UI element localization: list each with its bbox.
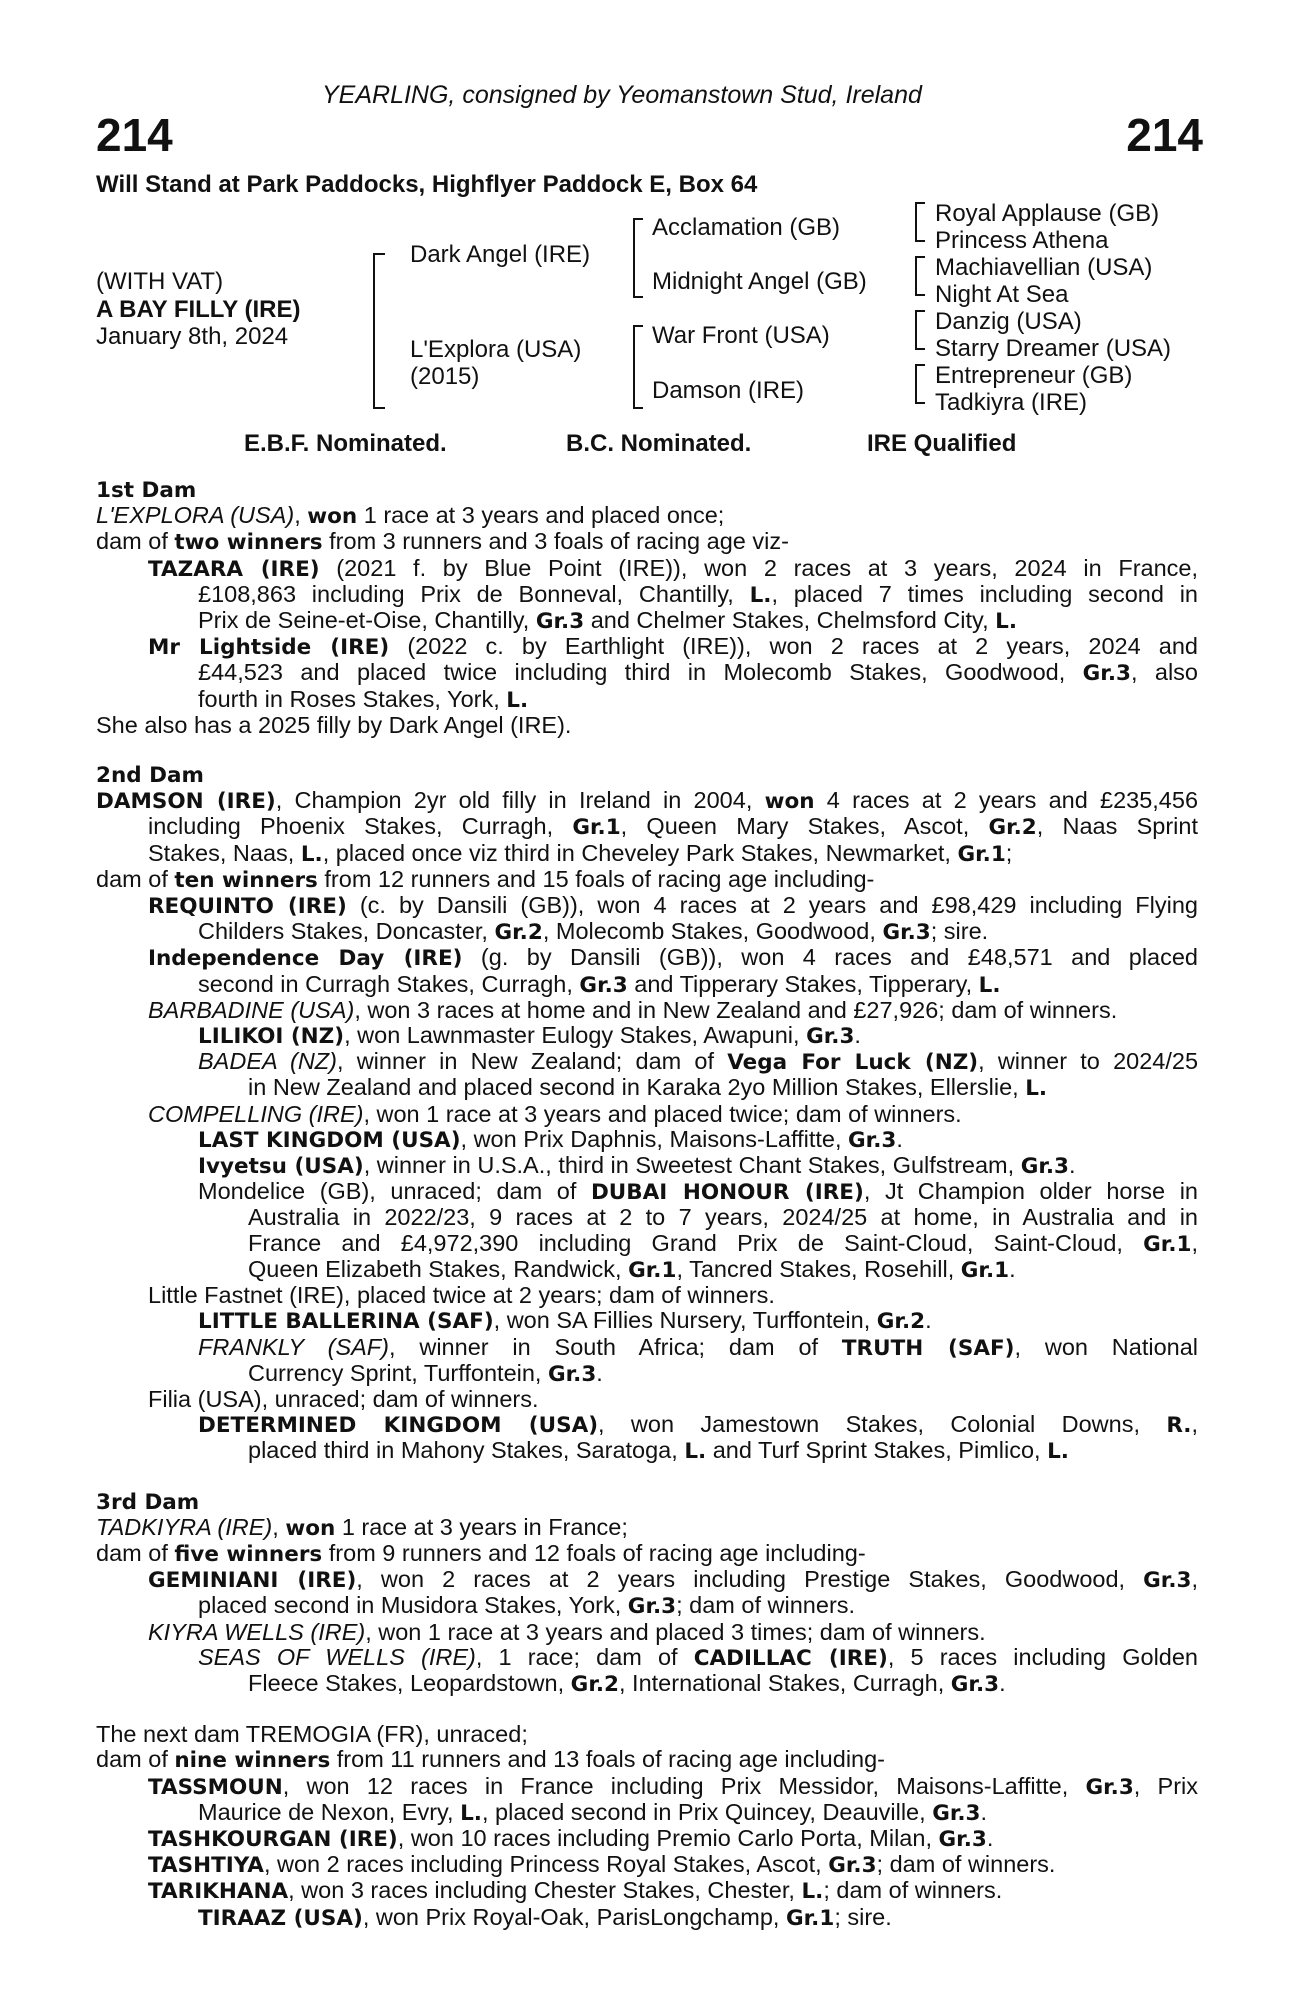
vat-label: (WITH VAT) <box>96 268 224 295</box>
progeny-tarikhana: TARIKHANA, won 3 races including Chester Stakes, Chester, L.; dam of winners. <box>148 1877 1003 1905</box>
progeny-frankly-line2: Currency Sprint, Turffontein, Gr.3. <box>248 1359 603 1387</box>
progeny-determined-kingdom-line2: placed third in Mahony Stakes, Saratoga, L. and Turf Sprint Stakes, Pimlico, L. <box>248 1437 1069 1465</box>
third-dam-produce: dam of five winners from 9 runners and 12 foals of racing age including- <box>96 1539 866 1567</box>
progeny-mr-lightside-line2: £44,523 and placed twice including third in Molecomb Stakes, Goodwood, Gr.3, also <box>198 659 1199 687</box>
sd-sire: Machiavellian (USA) <box>935 254 1153 281</box>
progeny-little-fastnet: Little Fastnet (IRE), placed twice at 2 years; dam of winners. <box>148 1282 775 1309</box>
ire-qualified: IRE Qualified <box>867 430 1017 457</box>
progeny-requinto-line2: Childers Stakes, Doncaster, Gr.2, Molecomb Stakes, Goodwood, Gr.3; sire. <box>198 918 989 946</box>
first-dam-record: L'EXPLORA (USA), won 1 race at 3 years and placed once; <box>96 502 725 530</box>
progeny-tazara-line2: £108,863 including Prix de Bonneval, Chantilly, L., placed 7 times including second in <box>198 580 1198 608</box>
third-dam-heading: 3rd Dam <box>96 1489 200 1515</box>
page-title: YEARLING, consigned by Yeomanstown Stud, Ireland <box>322 81 922 109</box>
first-dam-also: She also has a 2025 filly by Dark Angel (IRE). <box>96 711 572 738</box>
progeny-tashkourgan: TASHKOURGAN (IRE), won 10 races including Premio Carlo Porta, Milan, Gr.3. <box>148 1824 994 1852</box>
pedigree-brace-3c <box>915 310 925 350</box>
progeny-filia: Filia (USA), unraced; dam of winners. <box>148 1385 539 1412</box>
ss-dam: Princess Athena <box>935 227 1109 254</box>
bc-nomination: B.C. Nominated. <box>566 430 752 457</box>
progeny-last-kingdom: LAST KINGDOM (USA), won Prix Daphnis, Maisons-Laffitte, Gr.3. <box>198 1125 903 1153</box>
progeny-determined-kingdom: DETERMINED KINGDOM (USA), won Jamestown Stakes, Colonial Downs, R., <box>198 1411 1198 1439</box>
dam-dam: Damson (IRE) <box>652 377 805 404</box>
progeny-compelling: COMPELLING (IRE), won 1 race at 3 years and placed twice; dam of winners. <box>148 1100 962 1127</box>
sire: Dark Angel (IRE) <box>410 241 591 268</box>
progeny-seas-of-wells-line2: Fleece Stakes, Leopardstown, Gr.2, International Stakes, Curragh, Gr.3. <box>248 1669 1006 1697</box>
progeny-ivyetsu: Ivyetsu (USA), winner in U.S.A., third in Sweetest Chant Stakes, Gulfstream, Gr.3. <box>198 1152 1076 1180</box>
pedigree-brace-3d <box>915 364 925 404</box>
second-dam-produce: dam of ten winners from 12 runners and 15 foals of racing age including- <box>96 865 875 893</box>
progeny-geminiani-line2: placed second in Musidora Stakes, York, Gr.3; dam of winners. <box>198 1592 856 1620</box>
sd-dam: Night At Sea <box>935 281 1069 308</box>
ebf-nomination: E.B.F. Nominated. <box>244 430 447 457</box>
progeny-mondelice: Mondelice (GB), unraced; dam of DUBAI HONOUR (IRE), Jt Champion older horse in <box>198 1178 1199 1206</box>
lot-number-left: 214 <box>96 109 173 161</box>
progeny-requinto: REQUINTO (IRE) (c. by Dansili (GB)), won 4 races at 2 years and £98,429 including Flying <box>148 892 1198 920</box>
progeny-mondelice-line2: Australia in 2022/23, 9 races at 2 to 7 years, 2024/25 at home, in Australia and in <box>248 1204 1198 1231</box>
ds-sire: Danzig (USA) <box>935 308 1082 335</box>
stand-location: Will Stand at Park Paddocks, Highflyer Paddock E, Box 64 <box>96 171 758 198</box>
progeny-lilikoi: LILIKOI (NZ), won Lawnmaster Eulogy Stakes, Awapuni, Gr.3. <box>198 1022 861 1050</box>
dam-year: (2015) <box>410 363 480 390</box>
progeny-geminiani: GEMINIANI (IRE), won 2 races at 2 years including Prestige Stakes, Goodwood, Gr.3, <box>148 1566 1198 1594</box>
progeny-mondelice-line4: Queen Elizabeth Stakes, Randwick, Gr.1, Tancred Stakes, Rosehill, Gr.1. <box>248 1255 1016 1283</box>
sire-dam: Midnight Angel (GB) <box>652 268 867 295</box>
progeny-tazara-line3: Prix de Seine-et-Oise, Chantilly, Gr.3 and Chelmer Stakes, Chelmsford City, L. <box>198 607 1017 635</box>
progeny-independence-day: Independence Day (IRE) (g. by Dansili (GB)), won 4 races and £48,571 and placed <box>148 944 1199 972</box>
progeny-mondelice-line3: France and £4,972,390 including Grand Prix de Saint-Cloud, Saint-Cloud, Gr.1, <box>248 1229 1198 1257</box>
progeny-mr-lightside-line3: fourth in Roses Stakes, York, L. <box>198 685 529 713</box>
second-dam-record: DAMSON (IRE), Champion 2yr old filly in Ireland in 2004, won 4 races at 2 years and £235,456 <box>96 787 1199 815</box>
progeny-badea-line2: in New Zealand and placed second in Karaka 2yo Million Stakes, Ellerslie, L. <box>248 1074 1048 1102</box>
horse-dob: January 8th, 2024 <box>96 323 289 350</box>
progeny-mr-lightside: Mr Lightside (IRE) (2022 c. by Earthlight (IRE)), won 2 races at 2 years, 2024 and <box>148 633 1199 661</box>
lot-number-right: 214 <box>1126 109 1203 161</box>
dam-sire: War Front (USA) <box>652 322 830 349</box>
pedigree-brace-1 <box>373 253 385 409</box>
sire-sire: Acclamation (GB) <box>652 214 841 241</box>
progeny-little-ballerina: LITTLE BALLERINA (SAF), won SA Fillies Nursery, Turffontein, Gr.2. <box>198 1307 932 1335</box>
third-dam-record: TADKIYRA (IRE), won 1 race at 3 years in France; <box>96 1513 628 1541</box>
dam: L'Explora (USA) <box>410 336 582 363</box>
second-dam-heading: 2nd Dam <box>96 763 204 789</box>
pedigree-brace-2b <box>633 325 643 409</box>
progeny-independence-day-line2: second in Curragh Stakes, Curragh, Gr.3 and Tipperary Stakes, Tipperary, L. <box>198 970 1001 998</box>
progeny-tassmoun: TASSMOUN, won 12 races in France including Prix Messidor, Maisons-Laffitte, Gr.3, Prix <box>148 1772 1199 1800</box>
progeny-tiraaz: TIRAAZ (USA), won Prix Royal-Oak, ParisLongchamp, Gr.1; sire. <box>198 1903 892 1931</box>
pedigree-brace-2a <box>633 218 643 298</box>
progeny-tazara: TAZARA (IRE) (2021 f. by Blue Point (IRE)), won 2 races at 3 years, 2024 in France, <box>148 554 1199 582</box>
progeny-tassmoun-line2: Maurice de Nexon, Evry, L., placed second in Prix Quincey, Deauville, Gr.3. <box>198 1798 988 1826</box>
first-dam-heading: 1st Dam <box>96 478 197 503</box>
first-dam-produce: dam of two winners from 3 runners and 3 foals of racing age viz- <box>96 528 789 556</box>
pedigree-brace-3a <box>915 202 925 242</box>
pedigree-brace-3b <box>915 256 925 296</box>
second-dam-record-line2: including Phoenix Stakes, Curragh, Gr.1, Queen Mary Stakes, Ascot, Gr.2, Naas Sprint <box>148 813 1198 841</box>
dd-sire: Entrepreneur (GB) <box>935 362 1133 389</box>
progeny-frankly: FRANKLY (SAF), winner in South Africa; dam of TRUTH (SAF), won National <box>198 1333 1199 1361</box>
second-dam-record-line3: Stakes, Naas, L., placed once viz third in Cheveley Park Stakes, Newmarket, Gr.1; <box>148 839 1013 867</box>
progeny-barbadine: BARBADINE (USA), won 3 races at home and in New Zealand and £27,926; dam of winners. <box>148 996 1118 1023</box>
ds-dam: Starry Dreamer (USA) <box>935 335 1172 362</box>
next-dam-record: The next dam TREMOGIA (FR), unraced; <box>96 1721 528 1748</box>
ss-sire: Royal Applause (GB) <box>935 200 1160 227</box>
dd-dam: Tadkiyra (IRE) <box>935 389 1088 416</box>
progeny-badea: BADEA (NZ), winner in New Zealand; dam of Vega For Luck (NZ), winner to 2024/25 <box>198 1048 1199 1076</box>
catalogue-body <box>96 478 1198 1931</box>
progeny-tashtiya: TASHTIYA, won 2 races including Princess Royal Stakes, Ascot, Gr.3; dam of winners. <box>148 1851 1056 1879</box>
next-dam-produce: dam of nine winners from 11 runners and 13 foals of racing age including- <box>96 1746 886 1774</box>
horse-name: A BAY FILLY (IRE) <box>96 296 301 323</box>
progeny-kiyra-wells: KIYRA WELLS (IRE), won 1 race at 3 years and placed 3 times; dam of winners. <box>148 1618 986 1645</box>
progeny-seas-of-wells: SEAS OF WELLS (IRE), 1 race; dam of CADILLAC (IRE), 5 races including Golden <box>198 1643 1198 1671</box>
